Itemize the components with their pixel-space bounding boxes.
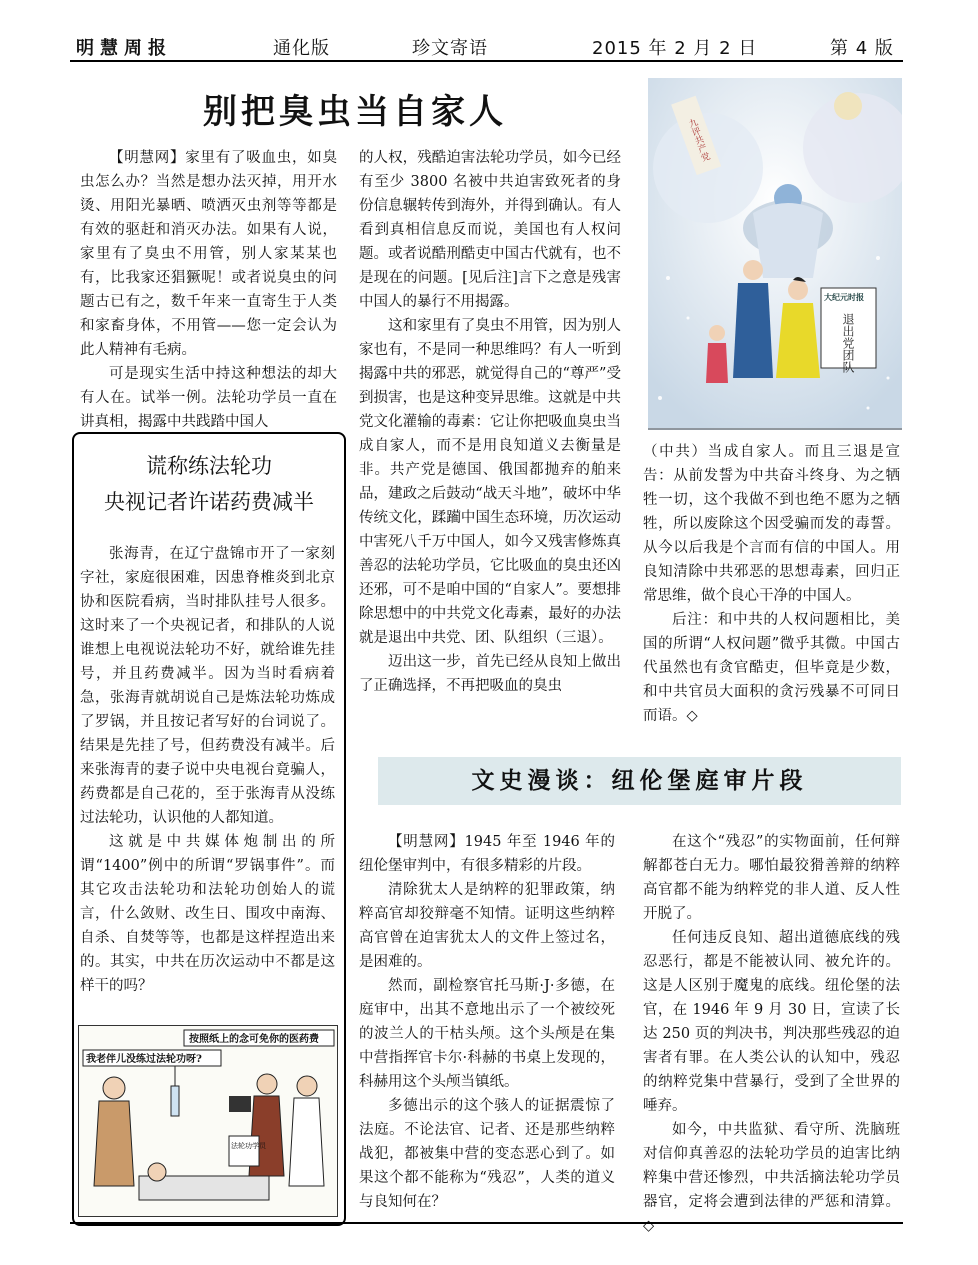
article2-title: 文史漫谈：纽伦堡庭审片段 [471, 768, 808, 794]
header-rule [70, 60, 903, 62]
newspaper-text: 大纪元时报 [824, 292, 864, 302]
cartoon-caption-right: 按照纸上的念可免你的医药费 [189, 1034, 319, 1045]
edition-label: 通化版 [273, 38, 330, 59]
scroll-text: 九评共产党 [685, 117, 711, 164]
article2-col2-para: 如今，中共监狱、看守所、洗脑班对信仰真善忍的法轮功学员的迫害比纳粹集中营还惨烈，中共活摘法轮功学员器官，定将会遭到法律的严惩和清算。◇ [643, 1122, 900, 1234]
masthead: 明慧周报 [76, 38, 172, 59]
sidebar-title-line-2: 央视记者许诺药费减半 [104, 490, 314, 514]
sidebar-title [78, 448, 340, 520]
sidebar-cartoon [78, 1025, 338, 1217]
article1-column-3 [643, 440, 900, 728]
article1-illustration [648, 78, 902, 430]
section-label: 珍文寄语 [412, 38, 488, 59]
article1-col3-para: （中共）当成自家人。而且三退是宣告：从前发誓为中共奋斗终身、为之牺牲一切，这个我做不到也绝不愿为之牺牲，所以废除这个因受骗而发的毒誓。从今以后我是个言而有信的中国人。用良知清除中共邪恶的思想毒素，回归正常思维，做个良心干净的中国人。 [643, 444, 900, 604]
sidebar-title-line-1: 谎称练法轮功 [146, 454, 272, 478]
article1-col3-para: 后注：和中共的人权问题相比，美国的所谓“人权问题”微乎其微。中国古代虽然也有贪官酷吏，但毕竟是少数，和中共官员大面积的贪污残暴不可同日而语。◇ [643, 612, 900, 724]
cartoon-paper-text: 法轮功学员 [231, 1142, 266, 1150]
sidebar-para: 张海青，在辽宁盘锦市开了一家刻字社，家庭很困难，因患脊椎炎到北京协和医院看病，当时排队挂号人很多。这时来了一个央视记者，和排队的人说谁想上电视说法轮功不好，就给谁先挂号，并且药费减半。因为当时看病着急，张海青就胡说自己是炼法轮功炼成了罗锅，并且按记者写好的台词说了。结果是先挂了号，但药费没有减半。后来张海青的妻子说中央电视台竟骗人，药费都是自己花的，至于张海青从没练过法轮功，认识他的人都知道。 [80, 546, 335, 826]
article2-column-2 [643, 830, 900, 1238]
article2-col1-para: 清除犹太人是纳粹的犯罪政策，纳粹高官却狡辩毫不知情。证明这些纳粹高官曾在迫害犹太人的文件上签过名，是困难的。 [359, 882, 615, 970]
article1-column-2 [359, 146, 621, 698]
article2-column-1 [359, 830, 615, 1214]
page-number: 第 4 版 [830, 38, 894, 59]
article1-col2-para: 的人权，残酷迫害法轮功学员，如今已经有至少 3800 名被中共迫害致死者的身份信息辗转传到海外，并得到确认。有人看到真相信息反而说，美国也有人权问题。或者说酷刑酷吏中国古代就有，也不是现在的问题。[见后注]言下之意是残害中国人的暴行不用揭露。 [359, 150, 621, 310]
article1-column-1 [80, 146, 337, 434]
page-header [70, 28, 905, 60]
cartoon-caption-left: 我老伴儿没练过法轮功呀? [86, 1054, 202, 1065]
article2-col1-para: 然而，副检察官托马斯·J·多德，在庭审中，出其不意地出示了一个被绞死的波兰人的干枯头颅。这个头颅是在集中营指挥官卡尔·科赫的书桌上发现的，科赫用这个头颅当镇纸。 [359, 978, 615, 1090]
sign-text: 退出党团队 [841, 313, 855, 373]
footer-rule [70, 1222, 903, 1224]
issue-date: 2015 年 2 月 2 日 [592, 38, 758, 59]
sidebar-body [80, 542, 335, 998]
article2-col1-para: 多德出示的这个骇人的证据震惊了法庭。不论法官、记者、还是那些纳粹战犯，都被集中营的变态恶心到了。如果这个都不能称为“残忍”，人类的道义与良知何在？ [359, 1098, 615, 1210]
sidebar-para: 这就是中共媒体炮制出的所谓“1400”例中的所谓“罗锅事件”。而其它攻击法轮功和法轮功创始人的谎言，什么敛财、改生日、围攻中南海、自杀、自焚等等，也都是这样捏造出来的。其实，中共在历次运动中不都是这样干的吗？ [80, 834, 335, 994]
article1-col2-para: 这和家里有了臭虫不用管，因为别人家也有，不是同一种思维吗？有人一听到揭露中共的邪恶，就觉得自己的“尊严”受到损害，也是这种变异思维。这就是中共党文化灌输的毒素：它让你把吸血臭虫当成自家人，而不是用良知道义去衡量是非。共产党是德国、俄国都抛弃的舶来品，建政之后鼓动“战天斗地”，破坏中华传统文化，蹂躏中国生态环境，历次运动中害死八千万中国人，如今又残害修炼真善忍的法轮功学员，它比吸血的臭虫还凶还邪，可不是咱中国的“自家人”。要想排除思想中的中共党文化毒素，最好的办法就是退出中共党、团、队组织（三退）。 [359, 318, 621, 646]
article1-col1-para: 可是现实生活中持这种想法的却大有人在。试举一例。法轮功学员一直在讲真相，揭露中共践踏中国人 [80, 366, 337, 430]
article1-col2-para: 迈出这一步，首先已经从良知上做出了正确选择，不再把吸血的臭虫 [359, 654, 621, 694]
article1-title: 别把臭虫当自家人 [203, 92, 507, 132]
article2-col2-para: 任何违反良知、超出道德底线的残忍恶行，都是不能被认同、被允许的。这是人区别于魔鬼的底线。纽伦堡的法官，在 1946 年 9 月 30 日，宣读了长达 250 页的判决书，判决那些残忍的迫害者有罪。在人类公认的认知中，残忍的纳粹党集中营暴行，受到了全世界的唾弃。 [643, 930, 900, 1114]
article2-col1-para: 【明慧网】1945 年至 1946 年的纽伦堡审判中，有很多精彩的片段。 [359, 834, 615, 874]
article2-col2-para: 在这个“残忍”的实物面前，任何辩解都苍白无力。哪怕最狡猾善辩的纳粹高官都不能为纳粹党的非人道、反人性开脱了。 [643, 834, 900, 922]
article1-col1-para: 【明慧网】家里有了吸血虫，如臭虫怎么办？当然是想办法灭掉，用开水烫、用阳光暴晒、喷洒灭虫剂等等都是有效的驱赶和消灭办法。如果有人说，家里有了臭虫不用管，别人家某某也有，比我家还猖獗呢！或者说臭虫的问题古已有之，数千年来一直寄生于人类和家畜身体，不用管——您一定会认为此人精神有毛病。 [80, 150, 337, 358]
